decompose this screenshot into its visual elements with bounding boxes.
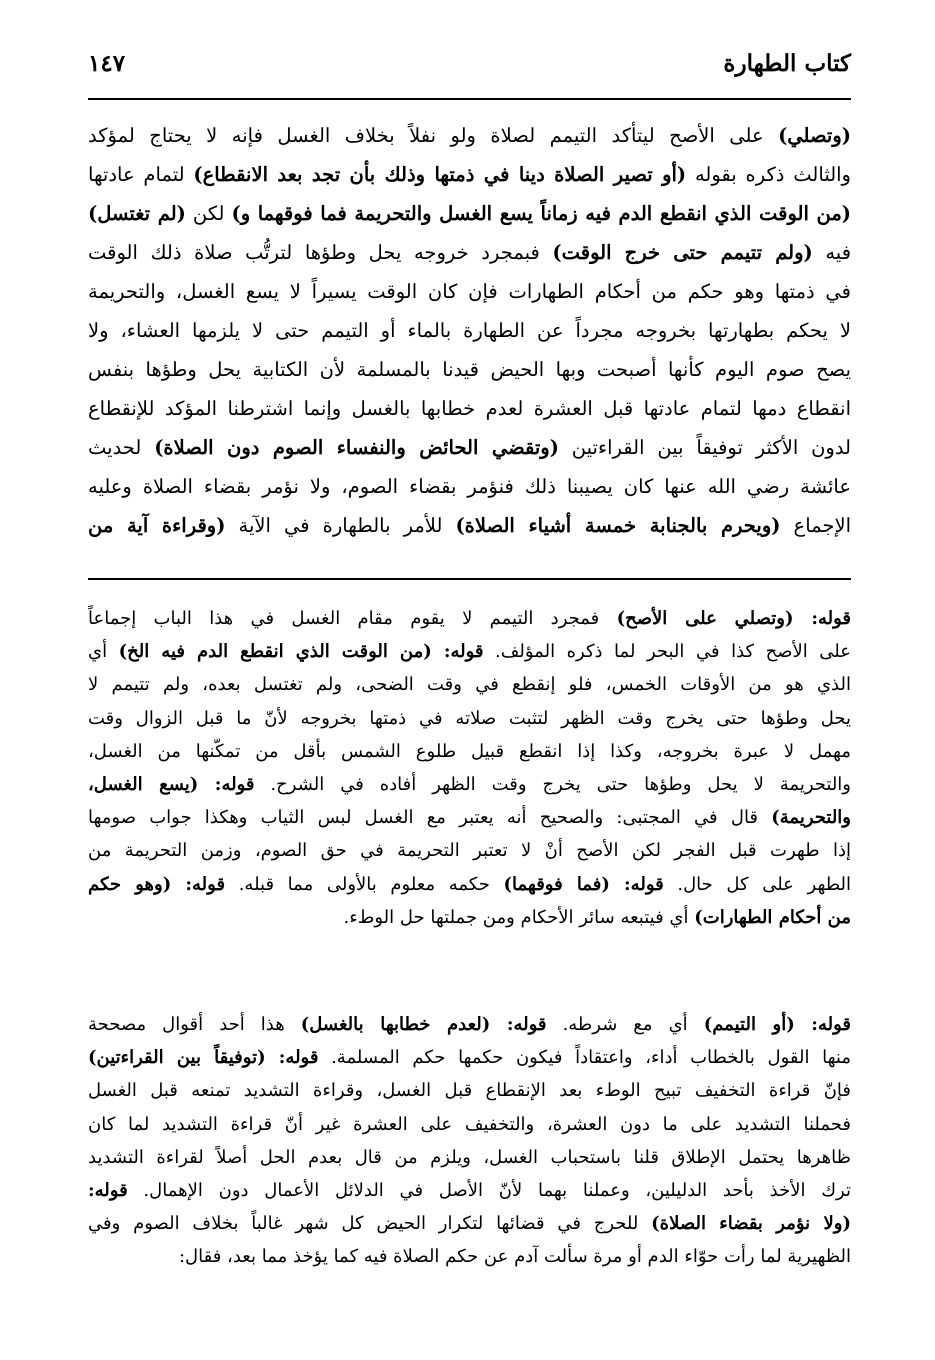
text-line bbox=[88, 1041, 851, 1074]
running-title: كتاب الطهارة bbox=[723, 50, 851, 77]
text-line bbox=[88, 155, 851, 194]
text-segment: ظاهرها يحتمل الإطلاق قلنا باستحباب الغسل، ويلزم من قال بعدم الحل أصلاً لقراءة التشديد bbox=[88, 1146, 851, 1168]
text-segment: حكمه معلوم بالأولى مما قبله. bbox=[225, 873, 504, 895]
text-segment: الطهر على كل حال. bbox=[663, 873, 851, 895]
main-text bbox=[88, 116, 851, 545]
text-segment: يصح صوم اليوم كأنها أصبحت وبها الحيض قيدنا بالمسلمة لأن الكتابية يحل وطؤها بنفس bbox=[88, 358, 851, 381]
text-line bbox=[88, 1207, 851, 1240]
text-segment: إذا طهرت قبل الفجر لكن الأصح أنْ لا تعتبر التحريمة في حق الصوم، وزمن التحريمة من bbox=[88, 840, 851, 862]
text-line bbox=[88, 1141, 851, 1174]
text-line bbox=[88, 602, 851, 635]
text-line bbox=[88, 901, 851, 934]
text-segment: والثالث ذكره بقوله bbox=[686, 163, 851, 186]
text-segment: والتحريمة لا يحل وطؤها حتى يخرج وقت الظهر أفاده في الشرح. bbox=[254, 773, 851, 795]
text-segment: منها القول بالخطاب أداء، واعتقاداً فيكون حكمها حكم المسلمة. bbox=[318, 1047, 851, 1069]
text-line bbox=[88, 428, 851, 467]
text-segment: هذا أحد أقوال مصححة bbox=[88, 1014, 301, 1035]
text-segment: يحل وطؤها حتى يخرج وقت الظهر لتثبت صلاته في ذمتها بخروجه لأنّ ما قبل الزوال وقت bbox=[88, 707, 851, 729]
commentary-divider bbox=[88, 578, 851, 580]
text-segment: الذي هو من الأوقات الخمس، فلو إنقطع في وقت الضحى، ولم تغتسل بعده، ولم تتيمم لا bbox=[88, 674, 851, 696]
bold-segment: (وتقضي الحائض والنفساء الصوم دون الصلاة) bbox=[154, 436, 559, 459]
text-line bbox=[88, 735, 851, 768]
bold-segment: (فما فوقهما) bbox=[503, 873, 610, 895]
text-segment: فيه bbox=[812, 241, 851, 264]
text-line bbox=[88, 1174, 851, 1207]
text-segment: الإجماع bbox=[780, 514, 851, 537]
text-line bbox=[88, 467, 851, 506]
text-segment: في ذمتها وهو حكم من أحكام الطهارات فإن كان الوقت يسيراً لا يسع الغسل، والتحريمة bbox=[88, 280, 851, 303]
text-segment: مهمل لا عبرة بخروجه، وكذا إذا انقطع قبيل طلوع الشمس بأقل من تمكّنها من الغسل، bbox=[88, 740, 851, 762]
text-segment: فمجرد التيمم لا يقوم مقام الغسل في هذا الباب إجماعاً bbox=[88, 608, 617, 629]
text-line bbox=[88, 768, 851, 801]
bold-segment: (أو التيمم) bbox=[703, 1014, 795, 1035]
text-segment: فإنّ قراءة التخفيف تبيح الوطء بعد الإنقطاع قبل الغسل، وقراءة التشديد تمنعه قبل الغسل bbox=[88, 1080, 851, 1102]
bold-segment: (من الوقت الذي انقطع الدم فيه زماناً يسع الغسل والتحريمة فما فوقهما و) bbox=[231, 202, 851, 225]
text-line bbox=[88, 194, 851, 233]
text-segment: أي فيتبعه سائر الأحكام ومن جملتها حل الوطء. bbox=[343, 906, 695, 928]
text-line bbox=[88, 1108, 851, 1141]
text-line bbox=[88, 350, 851, 389]
bold-segment: (وتصلي على الأصح) bbox=[616, 608, 794, 629]
bold-segment: قوله: bbox=[794, 1014, 851, 1035]
text-line bbox=[88, 834, 851, 867]
text-line bbox=[88, 272, 851, 311]
page-header bbox=[88, 44, 851, 92]
text-segment: ترك الأخذ بأحد الدليلين، وعملنا بهما لأنّ الأصل في الدلائل الأعمال دون الإهمال. bbox=[127, 1179, 851, 1201]
bold-segment: (لعدم خطابها بالغسل) bbox=[300, 1014, 491, 1035]
bold-segment: قوله: bbox=[198, 773, 255, 795]
page-number: ١٤٧ bbox=[88, 50, 126, 77]
text-line bbox=[88, 233, 851, 272]
text-segment: للأمر بالطهارة في الآية bbox=[225, 514, 456, 537]
text-line bbox=[88, 1240, 851, 1273]
header-divider bbox=[88, 98, 851, 100]
commentary-paragraph-1 bbox=[88, 602, 851, 934]
text-segment: فحملنا التشديد على ما دون العشرة، والتخفيف على العشرة غير أنّ قراءة التشديد لما كان bbox=[88, 1113, 851, 1135]
text-segment: للحرج في قضائها لتكرار الحيض كل شهر غالباً بخلاف الصوم وفي bbox=[88, 1213, 652, 1235]
bold-segment: (وهو حكم bbox=[88, 873, 172, 895]
text-segment: لكن bbox=[185, 202, 232, 225]
commentary-paragraph-2 bbox=[88, 1008, 851, 1274]
text-line bbox=[88, 668, 851, 701]
text-line bbox=[88, 116, 851, 155]
bold-segment: (توفيقاً بين القراءتين) bbox=[88, 1047, 266, 1069]
text-line bbox=[88, 702, 851, 735]
bold-segment: (ويحرم بالجنابة خمسة أشياء الصلاة) bbox=[455, 514, 781, 537]
text-segment: على الأصح كذا في البحر لما ذكره المؤلف. bbox=[483, 641, 851, 663]
bold-segment: قوله: bbox=[265, 1047, 319, 1069]
text-segment: أي مع شرطه. bbox=[546, 1014, 704, 1035]
text-line bbox=[88, 506, 851, 545]
bold-segment: (لم تغتسل) bbox=[88, 202, 186, 225]
bold-segment: قوله: bbox=[88, 1179, 128, 1201]
bold-segment: قوله: bbox=[171, 873, 226, 895]
text-segment: على الأصح ليتأكد التيمم لصلاة ولو نفلاً بخلاف الغسل فإنه لا يحتاج لمؤكد bbox=[88, 124, 779, 147]
bold-segment: من أحكام الطهارات) bbox=[694, 906, 851, 928]
text-segment: عائشة رضي الله عنها كان يصيبنا ذلك فنؤمر بقضاء الصوم، ولا نؤمر بقضاء الصلاة وعليه bbox=[88, 475, 851, 498]
text-line bbox=[88, 801, 851, 834]
bold-segment: (وقراءة آية من bbox=[88, 514, 226, 537]
text-line bbox=[88, 389, 851, 428]
text-segment: انقطاع دمها لتمام عادتها قبل العشرة لعدم خطابها بالغسل وإنما اشترطنا المؤكد للإنقطاع bbox=[88, 397, 851, 420]
bold-segment: (وتصلي) bbox=[778, 124, 851, 147]
bold-segment: (يسع الغسل، bbox=[88, 773, 199, 795]
text-segment: لحديث bbox=[88, 436, 155, 459]
bold-segment: (أو تصير الصلاة دينا في ذمتها وذلك بأن تجد بعد الانقطاع) bbox=[193, 163, 687, 186]
text-segment: لا يحكم بطهارتها بخروجه مجرداً عن الطهارة بالماء أو التيمم حتى لا يلزمها العشاء، ولا bbox=[88, 319, 851, 342]
text-segment: قال في المجتبى: والصحيح أنه يعتبر مع الغسل لبس الثياب وهكذا جواب صومها bbox=[88, 807, 772, 829]
bold-segment: والتحريمة) bbox=[771, 807, 851, 829]
text-line bbox=[88, 1008, 851, 1041]
text-segment: لتمام عادتها bbox=[88, 163, 194, 186]
text-segment: فبمجرد خروجه يحل وطؤها لترتُّب صلاة ذلك الوقت bbox=[88, 241, 553, 264]
bold-segment: قوله: bbox=[609, 873, 664, 895]
bold-segment: (من الوقت الذي انقطع الدم فيه الخ) bbox=[118, 641, 432, 663]
text-segment: الظهيرية لما رأت حوّاء الدم أو مرة سألت آدم عن حكم الصلاة فيه كما يؤخذ مما بعد، فقال: bbox=[178, 1246, 851, 1268]
text-segment: لدون الأكثر توفيقاً بين القراءتين bbox=[558, 436, 851, 459]
bold-segment: قوله: bbox=[431, 641, 484, 663]
text-segment: أي bbox=[88, 641, 119, 663]
bold-segment: قوله: bbox=[490, 1014, 547, 1035]
text-line bbox=[88, 1074, 851, 1107]
text-line bbox=[88, 868, 851, 901]
bold-segment: قوله: bbox=[793, 608, 851, 629]
bold-segment: (ولا نؤمر بقضاء الصلاة) bbox=[651, 1213, 851, 1235]
text-line bbox=[88, 635, 851, 668]
text-line bbox=[88, 311, 851, 350]
bold-segment: (ولم تتيمم حتى خرج الوقت) bbox=[552, 241, 813, 264]
